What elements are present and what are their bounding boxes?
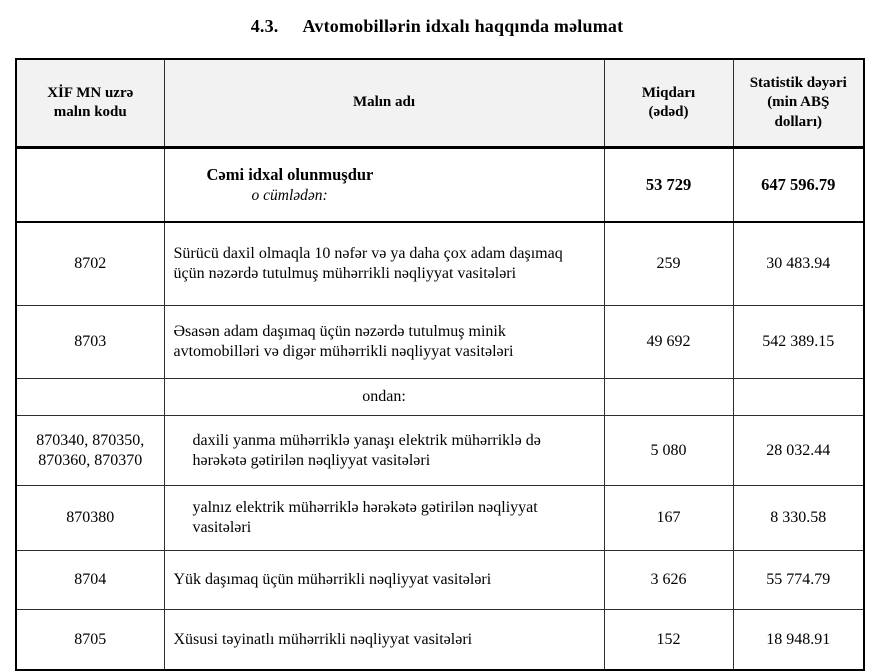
column-header-code: [16, 59, 164, 148]
column-header-quantity: [604, 59, 733, 148]
table-row-8703: [16, 306, 864, 379]
row-code-cell: 8703: [16, 306, 164, 379]
row-value-cell: 30 483.94: [733, 222, 864, 306]
row-value-cell: 18 948.91: [733, 610, 864, 671]
total-quantity-cell: 53 729: [604, 148, 733, 223]
row-name-cell: Əsasən adam daşımaq üçün nəzərdə tutulmuş minik avtomobilləri və digər mühərrikli nəqliyyat vasitələri: [164, 306, 604, 379]
row-name-cell: ondan:: [164, 379, 604, 416]
row-quantity-cell: 167: [604, 486, 733, 551]
row-name-cell: Xüsusi təyinatlı mühərrikli nəqliyyat vasitələri: [164, 610, 604, 671]
total-code-cell: [16, 148, 164, 223]
row-code-cell: 8702: [16, 222, 164, 306]
row-quantity-cell: 49 692: [604, 306, 733, 379]
column-header-name-label: Malın adı: [352, 94, 416, 111]
row-value-cell: 542 389.15: [733, 306, 864, 379]
row-quantity-cell: 259: [604, 222, 733, 306]
column-header-quantity-label: Miqdarı (ədəd): [641, 84, 696, 120]
row-quantity-cell: 5 080: [604, 416, 733, 486]
row-name-cell: Sürücü daxil olmaqla 10 nəfər və ya daha çox adam daşımaq üçün nəzərdə tutulmuş mühərrikli nəqliyyat vasitələri: [164, 222, 604, 306]
table-row-ondan: [16, 379, 864, 416]
page-title: [0, 16, 874, 37]
section-number: 4.3.: [250, 16, 279, 36]
row-name-cell: Yük daşımaq üçün mühərrikli nəqliyyat vasitələri: [164, 551, 604, 610]
row-value-cell: 55 774.79: [733, 551, 864, 610]
row-name-cell: daxili yanma mühərriklə yanaşı elektrik mühərriklə də hərəkətə gətirilən nəqliyyat vasitələri: [164, 416, 604, 486]
row-code-cell: 8705: [16, 610, 164, 671]
row-quantity-cell: 152: [604, 610, 733, 671]
total-label: Cəmi idxal olunmuşdur: [206, 164, 374, 184]
row-value-cell: [733, 379, 864, 416]
table-row-870380: [16, 486, 864, 551]
total-value-cell: 647 596.79: [733, 148, 864, 223]
row-value-cell: 28 032.44: [733, 416, 864, 486]
imports-table: [15, 58, 865, 671]
row-code-cell: 8704: [16, 551, 164, 610]
row-code-cell: 870380: [16, 486, 164, 551]
total-name-cell: [164, 148, 604, 223]
table-row-8705: [16, 610, 864, 671]
table-row-8702: [16, 222, 864, 306]
table-row-8703-hybrid: [16, 416, 864, 486]
section-title-text: Avtomobillərin idxalı haqqında məlumat: [302, 16, 624, 36]
row-code-cell: [16, 379, 164, 416]
column-header-value: [733, 59, 864, 148]
total-row: [16, 148, 864, 223]
column-header-value-label: Statistik dəyəri (min ABŞ dolları): [749, 74, 847, 130]
row-quantity-cell: [604, 379, 733, 416]
total-sublabel: o cümlədən:: [251, 187, 328, 205]
row-code-cell: 870340, 870350, 870360, 870370: [16, 416, 164, 486]
column-header-name: [164, 59, 604, 148]
column-header-code-label: XİF MN uzrə malın kodu: [47, 84, 134, 120]
row-name-cell: yalnız elektrik mühərriklə hərəkətə gətirilən nəqliyyat vasitələri: [164, 486, 604, 551]
table-row-8704: [16, 551, 864, 610]
row-value-cell: 8 330.58: [733, 486, 864, 551]
row-quantity-cell: 3 626: [604, 551, 733, 610]
header-row: [16, 59, 864, 148]
